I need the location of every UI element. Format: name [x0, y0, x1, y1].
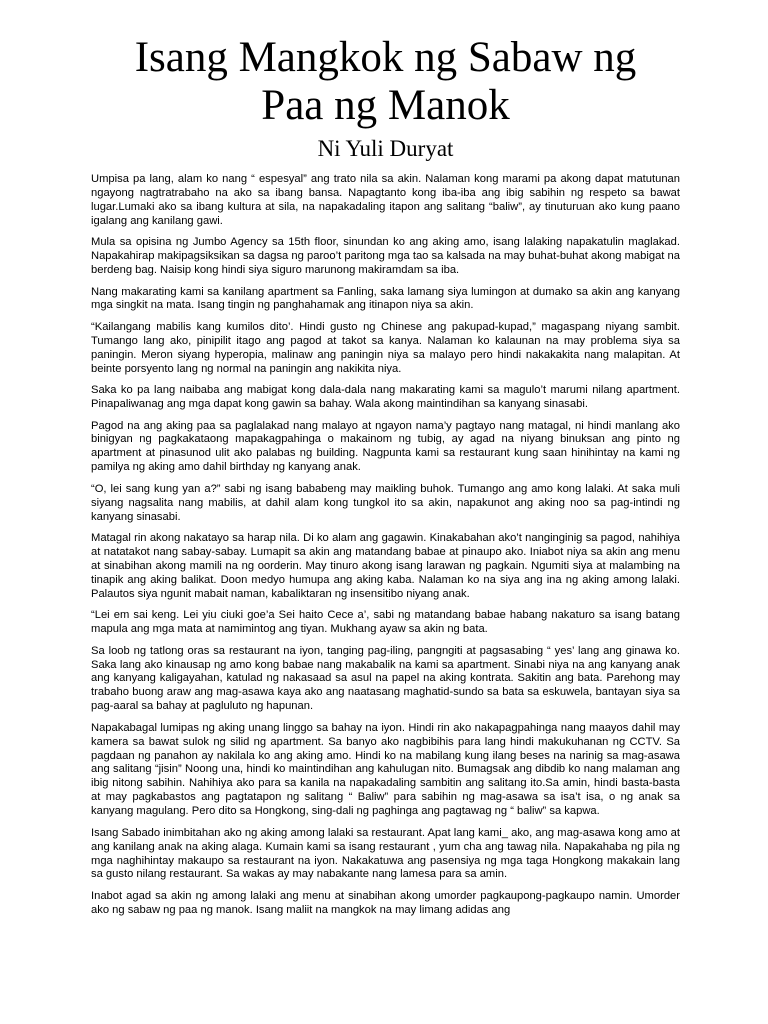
paragraph: “Kailangang mabilis kang kumilos dito’. Hindi gusto ng Chinese ang pakupad-kupad,” magaspang niyang sambit. Tumango lang ako, pinipilit itago ang pagod at takot sa kanya. Nalaman ko kalaunan na may problema siya sa paningin. Meron siyang hyperopia, malinaw ang paningin niya sa malayo pero hindi nakakakita nang malapitan. At beinte porsyento lang ng normal na paningin ang nakikita niya. [91, 320, 680, 375]
paragraph: Sa loob ng tatlong oras sa restaurant na iyon, tanging pag-iling, pangngiti at pagsasabing “ yes’ lang ang ginawa ko. Saka lang ako kinausap ng amo kong babae nang makabalik na kami sa apartment. Sinabi niya na ang kanyang anak ang kanyang kaligayahan, katulad ng nakasaad sa asul na papel na aking kontrata. Sakitin ang bata. Parehong may trabaho buong araw ang mag-asawa kaya ako ang naatasang maghatid-sundo sa bata sa eskuwela, bantayan siya sa pag-aaral sa bahay at pagluluto ng hapunan. [91, 644, 680, 713]
paragraph: Napakabagal lumipas ng aking unang linggo sa bahay na iyon. Hindi rin ako nakapagpahinga nang maayos dahil may kamera sa bawat sulok ng silid ng apartment. Sa banyo ako nagbibihis para lang hindi makukuhanan ng CCTV. Sa pagdaan ng panahon ay nakilala ko ang aking amo. Hindi ko na mabilang kung ilang beses na narinig sa mag-asawa ang salitang “jisin” Noong una, hindi ko maintindihan ang kahulugan nito. Bumagsak ang dibdib ko nang malaman ang ibig nitong sabihin. Nahihiya ako para sa kanila na napakadaling sambitin ang salitang ito.Sa amin, hindi basta-basta at may pagkabastos ang pagtatapon ng salitang “ Baliw” para sabihin ng mag-asawa sa isa’t isa, o ng anak sa kanyang magulang. Pero dito sa Hongkong, sing-dali ng paghinga ang pagtawag ng “ baliw” sa kapwa. [91, 721, 680, 818]
author-byline: Ni Yuli Duryat [317, 136, 454, 161]
document-body [91, 173, 680, 918]
paragraph: Isang Sabado inimbitahan ako ng aking among lalaki sa restaurant. Apat lang kami_ ako, ang mag-asawa kong amo at ang kanilang anak na aking alaga. Kumain kami sa isang restaurant , yum cha ang tawag nila. Napakahaba ng pila ng mga naghihintay makaupo sa restaurant na iyon. Nakakatuwa ang pasensiya ng mga taga Hongkong makakain lang sa gusto nilang restaurant. Sa wakas ay may nabakante nang lamesa para sa amin. [91, 826, 680, 881]
paragraph: Inabot agad sa akin ng among lalaki ang menu at sinabihan akong umorder pagkaupong-pagkaupo namin. Umorder ako ng sabaw ng paa ng manok. Isang maliit na mangkok na may limang adidas ang [91, 889, 680, 916]
paragraph: “Lei em sai keng. Lei yiu ciuki goe’a Sei haito Cece a’, sabi ng matandang babae habang nakaturo sa isang batang mapula ang mga mata at namimintog ang tiyan. Mukhang ayaw sa akin ng bata. [91, 609, 680, 636]
paragraph: “O, lei sang kung yan a?” sabi ng isang bababeng may maikling buhok. Tumango ang amo kong lalaki. At saka muli siyang nagsalita nang mabilis, at dahil alam kong tungkol ito sa akin, napakunot ang aking noo sa pag-intindi ng kanyang sinasabi. [91, 482, 680, 523]
paragraph: Saka ko pa lang naibaba ang mabigat kong dala-dala nang makarating kami sa magulo’t marumi nilang apartment. Pinapaliwanag ang mga dapat kong gawin sa bahay. Wala akong maintindihan sa kanyang sinasabi. [91, 384, 680, 411]
paragraph: Matagal rin akong nakatayo sa harap nila. Di ko alam ang gagawin. Kinakabahan ako’t nanginginig sa pagod, nahihiya at natatakot nang sabay-sabay. Lumapit sa akin ang matandang babae at pinaupo ako. Iniabot niya sa akin ang menu at sinabihan akong mamili na ng oorderin. May tinuro akong isang larawan ng pagkain. Ngumiti siya at malambing na tinapik ang aking balikat. Doon medyo humupa ang aking kaba. Nalaman ko na siya ang ina ng aking among lalaki. Palautos siya ngunit mabait naman, kabaliktaran ng insensitibo niyang anak. [91, 532, 680, 600]
paragraph: Umpisa pa lang, alam ko nang “ espesyal” ang trato nila sa akin. Nalaman kong marami pa akong dapat matutunan ngayong nagtratrabaho na ako sa ibang bansa. Napagtanto kong iba-iba ang ibig sabihin ng respeto sa bawat lugar.Lumaki ako sa ibang kultura at sila, na napakadaling itapon ang salitang “baliw”, ay tinuturuan ako kung paano igalang ang kanilang gawi. [91, 173, 680, 227]
paragraph: Nang makarating kami sa kanilang apartment sa Fanling, saka lamang siya lumingon at dumako sa akin ang kanyang mga singkit na mata. Isang tingin ng panghahamak ang itinapon niya sa akin. [91, 285, 680, 312]
document-title [91, 34, 680, 130]
title-line-1: Isang Mangkok ng Sabaw ng [134, 34, 637, 81]
paragraph: Mula sa opisina ng Jumbo Agency sa 15th floor, sinundan ko ang aking amo, isang lalaking napakatulin maglakad. Napakahirap makipagsiksikan sa dagsa ng paroo’t paritong mga tao sa kalsada na may buhat-buhat akong mabigat na berdeng bag. Naisip kong hindi siya siguro marunong makiramdam sa iba. [91, 236, 680, 277]
title-line-2: Paa ng Manok [261, 82, 510, 129]
paragraph: Pagod na ang aking paa sa paglalakad nang malayo at ngayon nama’y pagtayo nang matagal, ni hindi manlang ako binigyan ng pagkakataong mapakagpahinga o makainom ng tubig, ay agad na niyang binuksan ang pinto ng apartment at pinasunod ulit ako palabas ng building. Nagpunta kami sa restaurant kung saan hinihintay na kami ng pamilya ng aking amo dahil birthday ng kanyang anak. [91, 419, 680, 474]
